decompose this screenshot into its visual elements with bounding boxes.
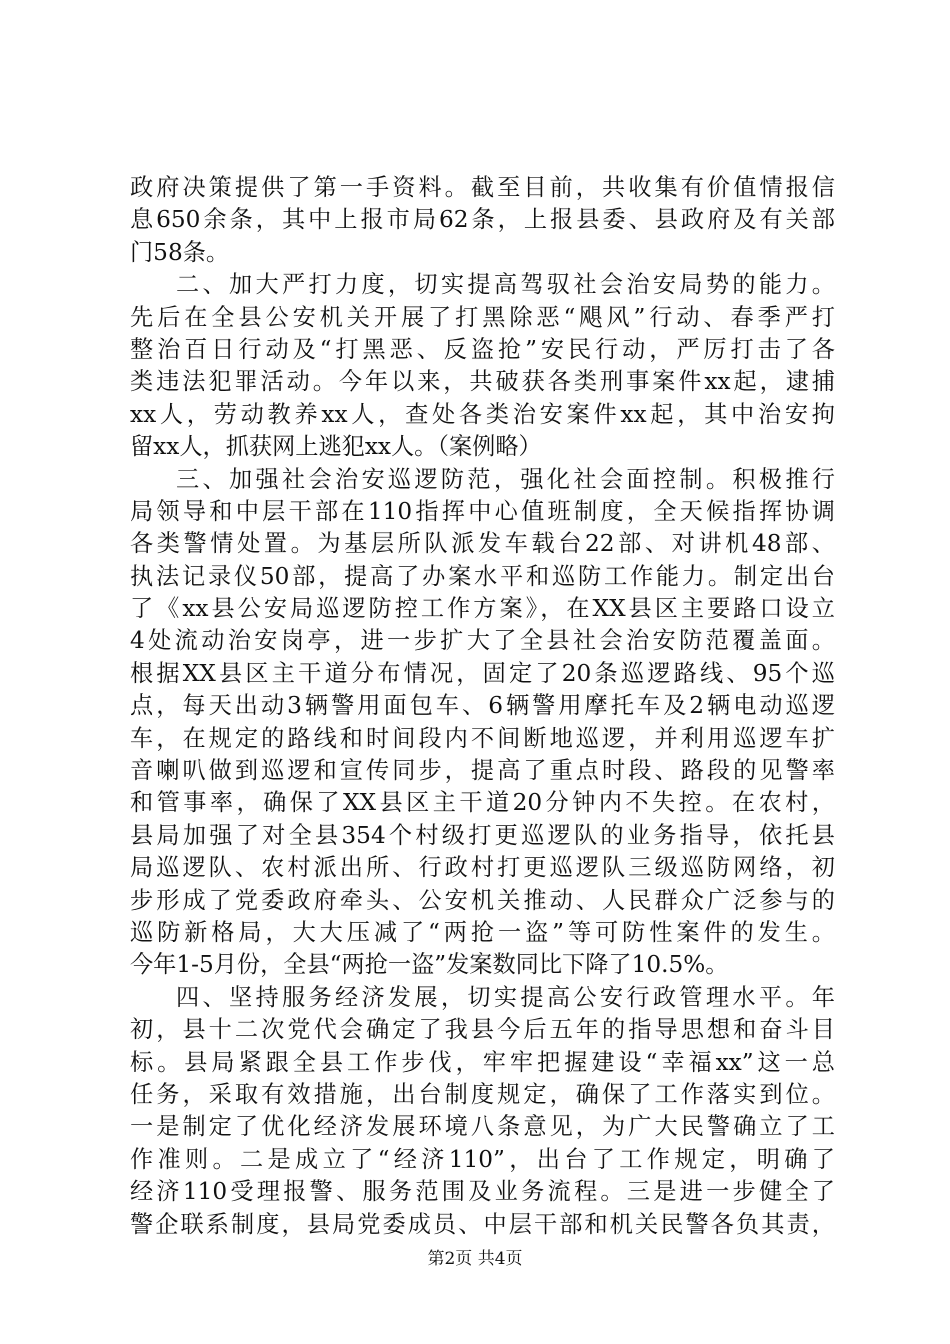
body-text	[130, 172, 835, 1241]
text-line: 三、加强社会治安巡逻防范，强化社会面控制。积极推行	[176, 465, 835, 493]
text-line: xx人，劳动教养xx人，查处各类治安案件xx起，其中治安拘	[130, 400, 835, 428]
text-line: 类违法犯罪活动。今年以来，共破获各类刑事案件xx起，逮捕	[130, 368, 835, 396]
text-line: 执法记录仪50部，提高了办案水平和巡防工作能力。制定出台	[130, 562, 835, 590]
page-footer: 第2页 共4页	[427, 1249, 523, 1269]
text-line: 4处流动治安岗亭，进一步扩大了全县社会治安防范覆盖面。	[130, 627, 835, 655]
text-line: 政府决策提供了第一手资料。截至目前，共收集有价值情报信	[130, 174, 835, 201]
text-line: 了《xx县公安局巡逻防控工作方案》，在XX县区主要路口设立	[130, 595, 835, 623]
text-line: 巡防新格局，大大压减了“两抢一盗”等可防性案件的发生。	[130, 918, 835, 946]
text-line: 局领导和中层干部在110指挥中心值班制度，全天候指挥协调	[130, 497, 835, 525]
text-line: 整治百日行动及“打黑恶、反盗抢”安民行动，严厉打击了各	[130, 335, 835, 363]
text-line: 任务，采取有效措施，出台制度规定，确保了工作落实到位。	[130, 1080, 835, 1108]
text-line: 今年1-5月份，全县“两抢一盗”发案数同比下降了10.5%。	[130, 951, 729, 979]
text-line: 和管事率，确保了XX县区主干道20分钟内不失控。在农村，	[130, 789, 835, 817]
text-line: 音喇叭做到巡逻和宣传同步，提高了重点时段、路段的见警率	[130, 757, 835, 785]
text-line: 一是制定了优化经济发展环境八条意见，为广大民警确立了工	[130, 1113, 835, 1141]
text-line: 步形成了党委政府牵头、公安机关推动、人民群众广泛参与的	[130, 886, 835, 914]
text-line: 局巡逻队、农村派出所、行政村打更巡逻队三级巡防网络，初	[130, 854, 835, 882]
text-line: 警企联系制度，县局党委成员、中层干部和机关民警各负其责，	[130, 1210, 835, 1238]
text-line: 点，每天出动3辆警用面包车、6辆警用摩托车及2辆电动巡逻	[130, 692, 835, 720]
text-line: 四、坚持服务经济发展，切实提高公安行政管理水平。年	[176, 983, 835, 1011]
text-line: 门58条。	[130, 238, 230, 266]
text-line: 经济110受理报警、服务范围及业务流程。三是进一步健全了	[130, 1178, 835, 1206]
text-line: 先后在全县公安机关开展了打黑除恶“飓风”行动、春季严打	[130, 303, 835, 331]
text-line: 留xx人，抓获网上逃犯xx人。（案例略）	[130, 433, 542, 461]
text-line: 初，县十二次党代会确定了我县今后五年的指导思想和奋斗目	[130, 1016, 835, 1044]
text-line: 息650余条，其中上报市局62条，上报县委、县政府及有关部	[130, 206, 835, 234]
text-line: 作准则。二是成立了“经济110”，出台了工作规定，明确了	[130, 1145, 835, 1173]
text-line: 标。县局紧跟全县工作步伐，牢牢把握建设“幸福xx”这一总	[130, 1048, 835, 1076]
text-line: 各类警情处置。为基层所队派发车载台22部、对讲机48部、	[130, 530, 835, 558]
text-line: 根据XX县区主干道分布情况，固定了20条巡逻路线、95个巡	[130, 659, 835, 687]
text-line: 车，在规定的路线和时间段内不间断地巡逻，并利用巡逻车扩	[130, 724, 835, 752]
text-line: 县局加强了对全县354个村级打更巡逻队的业务指导，依托县	[130, 821, 835, 849]
text-line: 二、加大严打力度，切实提高驾驭社会治安局势的能力。	[176, 271, 835, 299]
